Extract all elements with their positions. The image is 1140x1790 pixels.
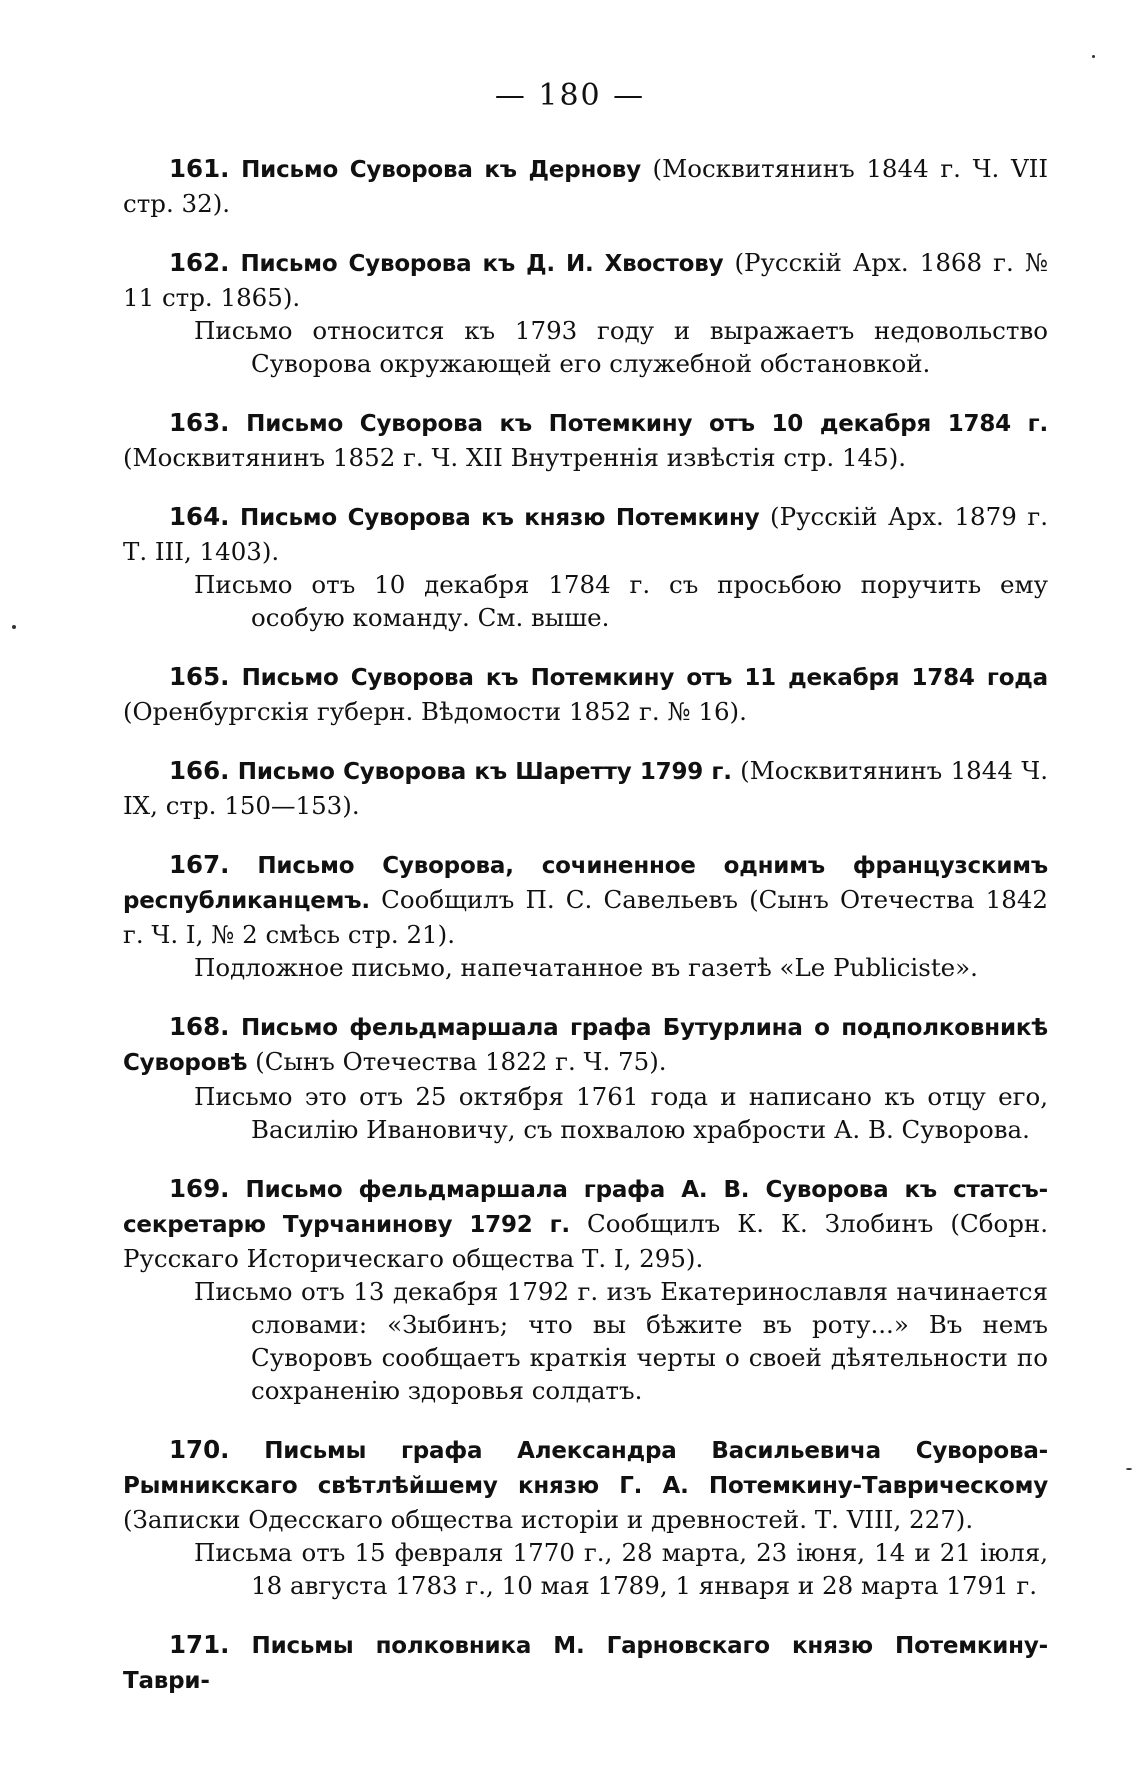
entry-note: Письма отъ 15 февраля 1770 г., 28 марта, 23 іюня, 14 и 21 іюля, 18 августа 1783 г., 10 мая 1789, 1 января и 28 марта 1791 г.: [194, 1538, 1048, 1600]
entry-title: Письмы полковника М. Гарновскаго князю Потемкину-Таври-: [123, 1633, 1048, 1694]
page-number: — 180 —: [494, 78, 646, 113]
entry-title: Письмо Суворова, сочиненное однимъ французскимъ республиканцемъ.: [123, 853, 1048, 914]
entry-169: [123, 1172, 1048, 1407]
entry-title: Письмо Суворова къ князю Потемкину: [240, 505, 760, 531]
entry-main: [123, 754, 1048, 822]
entry-166: [123, 754, 1048, 822]
entry-main: [123, 660, 1048, 728]
entry-source: (Русскій Арх. 1879 г. Т. III, 1403).: [123, 502, 1048, 566]
entry-number: 161.: [169, 154, 230, 183]
entry-162: [123, 246, 1048, 380]
entry-171: [123, 1628, 1048, 1698]
entry-title: Письмо фельдмаршала графа А. В. Суворова къ статсъ-секретарю Турчанинову 1792 г.: [123, 1177, 1048, 1238]
entry-main: [123, 406, 1048, 474]
entry-number: 163.: [169, 408, 230, 437]
entry-164: [123, 500, 1048, 634]
entry-main: [123, 1433, 1048, 1536]
ink-speck: [12, 625, 16, 629]
entry-main: [123, 1010, 1048, 1080]
entry-source: Сообщилъ К. К. Злобинъ (Сборн. Русскаго Историческаго общества Т. I, 295).: [123, 1209, 1048, 1273]
entry-163: [123, 406, 1048, 474]
entry-source: (Оренбургскія губерн. Вѣдомости 1852 г. № 16).: [123, 697, 747, 726]
entry-number: 167.: [169, 850, 230, 879]
bibliography-list: [123, 152, 1048, 1724]
entry-note: Письмо отъ 13 декабря 1792 г. изъ Екатеринославля начинается словами: «Зыбинъ; что вы бѣжите въ роту...» Въ немъ Суворовъ сообщаетъ краткія черты о своей дѣятельности по сохраненію здоровья солдатъ.: [194, 1277, 1048, 1405]
entry-165: [123, 660, 1048, 728]
entry-note: Письмо это отъ 25 октября 1761 года и написано къ отцу его, Василію Ивановичу, съ похвалою храбрости А. В. Суворова.: [194, 1082, 1048, 1144]
entry-number: 171.: [169, 1630, 230, 1659]
entry-161: [123, 152, 1048, 220]
entry-title: Письмо Суворова къ Д. И. Хвостову: [240, 251, 724, 277]
entry-main: [123, 246, 1048, 314]
entry-main: [123, 500, 1048, 568]
entry-source: (Москвитянинъ 1852 г. Ч. XII Внутреннія извѣстія стр. 145).: [123, 443, 907, 472]
entry-168: [123, 1010, 1048, 1146]
entry-source: (Москвитянинъ 1844 Ч. IX, стр. 150—153).: [123, 756, 1049, 820]
entry-title: Письмо Суворова къ Потемкину отъ 11 декабря 1784 года: [241, 665, 1048, 691]
entry-main: [123, 152, 1048, 220]
ink-speck: [1092, 55, 1095, 58]
entry-note: Письмо относится къ 1793 году и выражаетъ недовольство Суворова окружающей его служебной обстановкой.: [194, 316, 1048, 378]
entry-167: [123, 848, 1048, 984]
entry-main: [123, 1172, 1048, 1275]
entry-title: Письмы графа Александра Васильевича Суворова-Рымникскаго свѣтлѣйшему князю Г. А. Потемкину-Таврическому: [123, 1438, 1049, 1499]
ink-speck: [1126, 1468, 1132, 1470]
entry-number: 168.: [169, 1012, 230, 1041]
entry-source: (Москвитянинъ 1844 г. Ч. VII стр. 32).: [123, 154, 1049, 218]
entry-source: (Сынъ Отечества 1822 г. Ч. 75).: [247, 1047, 667, 1076]
entry-note: Подложное письмо, напечатанное въ газетѣ «Le Publiciste».: [194, 953, 978, 982]
entry-title: Письмо Суворова къ Шаретту 1799 г.: [237, 759, 732, 785]
entry-source: (Записки Одесскаго общества исторіи и древностей. Т. VIII, 227).: [123, 1505, 974, 1534]
entry-main: [123, 848, 1048, 951]
entry-number: 166.: [169, 756, 230, 785]
entry-number: 170.: [169, 1435, 230, 1464]
entry-note: Письмо отъ 10 декабря 1784 г. съ просьбою поручить ему особую команду. См. выше.: [194, 570, 1048, 632]
entry-source: Сообщилъ П. С. Савельевъ (Сынъ Отечества 1842 г. Ч. I, № 2 смѣсь стр. 21).: [123, 885, 1048, 949]
entry-number: 164.: [169, 502, 230, 531]
entry-number: 169.: [169, 1174, 230, 1203]
entry-title: Письмо Суворова къ Потемкину отъ 10 декабря 1784 г.: [246, 411, 1049, 437]
entry-170: [123, 1433, 1048, 1602]
entry-main: [123, 1628, 1048, 1698]
entry-title: Письмо фельдмаршала графа Бутурлина о подполковникѣ Суворовѣ: [123, 1015, 1048, 1076]
entry-number: 165.: [169, 662, 230, 691]
entry-source: (Русскій Арх. 1868 г. № 11 стр. 1865).: [123, 248, 1048, 312]
entry-title: Письмо Суворова къ Дернову: [241, 157, 641, 183]
entry-number: 162.: [169, 248, 230, 277]
